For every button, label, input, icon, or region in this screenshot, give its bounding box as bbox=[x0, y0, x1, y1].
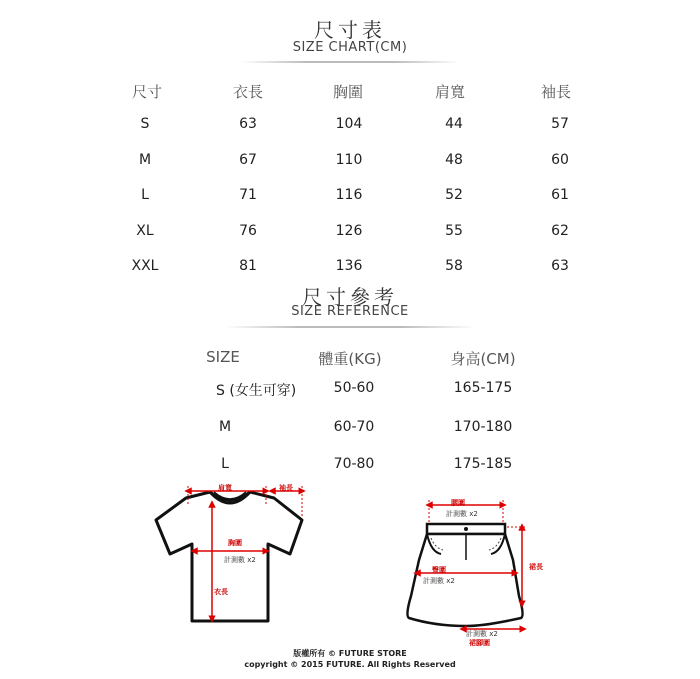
shoulder-label: 肩寬 bbox=[218, 484, 232, 492]
hip-label: 臀圍 bbox=[432, 566, 446, 574]
tshirt-diagram bbox=[150, 478, 310, 628]
table-cell: 63 bbox=[239, 116, 257, 132]
table-cell: 57 bbox=[551, 116, 569, 132]
table-cell: M bbox=[218, 419, 232, 435]
table-cell: 44 bbox=[445, 116, 463, 132]
table-cell: 110 bbox=[335, 152, 363, 168]
table-cell: 175-185 bbox=[453, 456, 513, 472]
copyright-en: copyright © 2015 FUTURE. All Rights Reserved bbox=[244, 660, 456, 669]
table-cell: 116 bbox=[335, 187, 363, 203]
table-cell: 55 bbox=[445, 223, 463, 239]
table-cell: 104 bbox=[335, 116, 363, 132]
hip-note: 計測數 x2 bbox=[423, 577, 455, 585]
table-cell: 136 bbox=[335, 258, 363, 274]
hem-label: 裙腳圍 bbox=[469, 639, 490, 647]
sleeve-label: 袖長 bbox=[279, 484, 293, 492]
table-cell: 60 bbox=[551, 152, 569, 168]
waist-label: 腰圍 bbox=[451, 499, 465, 507]
table-cell: L bbox=[141, 187, 149, 203]
table-cell: 126 bbox=[335, 223, 363, 239]
table-cell: 63 bbox=[551, 258, 569, 274]
size-chart-subtitle: SIZE CHART(CM) bbox=[292, 40, 408, 55]
column-header: 胸圍 bbox=[332, 83, 363, 101]
size-reference-title: 尺寸參考 bbox=[302, 285, 398, 309]
length-label: 衣長 bbox=[214, 588, 228, 596]
column-header: SIZE bbox=[206, 348, 240, 366]
waist-note: 計測數 x2 bbox=[446, 510, 478, 518]
column-header: 肩寬 bbox=[434, 83, 465, 101]
table-cell: 70-80 bbox=[333, 456, 375, 472]
column-header: 衣長 bbox=[232, 83, 263, 101]
table-cell: 170-180 bbox=[453, 419, 513, 435]
skirt-length-label: 裙長 bbox=[529, 563, 543, 571]
column-header: 袖長 bbox=[540, 83, 571, 101]
divider bbox=[225, 326, 475, 328]
table-cell: XXL bbox=[131, 258, 159, 274]
table-cell: 81 bbox=[239, 258, 257, 274]
chest-note: 計測數 x2 bbox=[224, 556, 256, 564]
table-cell: 67 bbox=[239, 152, 257, 168]
table-cell: 52 bbox=[445, 187, 463, 203]
table-cell: S (女生可穿) bbox=[216, 383, 297, 399]
table-cell: L bbox=[221, 456, 229, 472]
table-cell: 76 bbox=[239, 223, 257, 239]
table-cell: 165-175 bbox=[453, 380, 513, 396]
table-cell: XL bbox=[136, 223, 154, 239]
chest-label: 胸圍 bbox=[228, 539, 242, 547]
column-header: 身高(CM) bbox=[450, 350, 516, 368]
table-cell: 60-70 bbox=[333, 419, 375, 435]
table-cell: 48 bbox=[445, 152, 463, 168]
table-cell: 58 bbox=[445, 258, 463, 274]
size-reference-subtitle: SIZE REFERENCE bbox=[291, 304, 409, 319]
copyright-zh: 版權所有 © FUTURE STORE bbox=[293, 649, 407, 658]
divider bbox=[240, 61, 460, 63]
table-cell: 50-60 bbox=[333, 380, 375, 396]
table-cell: 61 bbox=[551, 187, 569, 203]
table-cell: M bbox=[138, 152, 152, 168]
column-header: 體重(KG) bbox=[318, 350, 382, 368]
table-cell: 62 bbox=[551, 223, 569, 239]
hem-note: 計測數 x2 bbox=[466, 630, 498, 638]
column-header: 尺寸 bbox=[131, 83, 162, 101]
table-cell: S bbox=[140, 116, 150, 132]
size-chart-title: 尺寸表 bbox=[314, 18, 386, 42]
table-cell: 71 bbox=[239, 187, 257, 203]
